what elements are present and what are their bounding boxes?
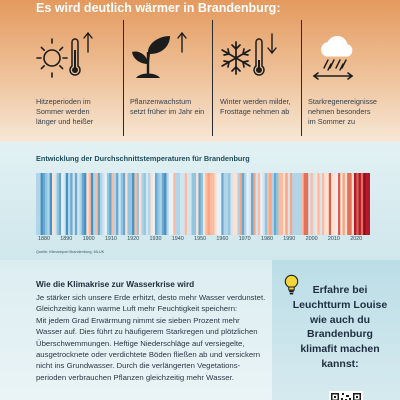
temperature-stripe (290, 173, 293, 235)
temperature-stripe (324, 173, 327, 235)
temperature-stripe (59, 173, 62, 235)
temperature-stripe (61, 173, 64, 235)
temperature-stripe (57, 173, 60, 235)
year-label: 1950 (194, 236, 207, 242)
impact-winter (220, 18, 310, 142)
article-title: Wie die Klimakrise zur Wasserkrise wird (36, 279, 195, 289)
temperature-stripe (320, 173, 323, 235)
temperature-stripe (306, 173, 309, 235)
impact-winter-text: Winter werden milder, Frosttage nehmen ab (220, 97, 291, 116)
temperature-stripe (274, 173, 277, 235)
qr-code-icon[interactable] (329, 391, 363, 400)
temperature-stripe (258, 173, 261, 235)
temperature-stripe (105, 173, 108, 235)
year-label: 1980 (261, 236, 273, 242)
temperature-stripe (210, 173, 213, 235)
temperature-stripe (308, 173, 311, 235)
temperature-stripe (68, 173, 71, 235)
temperature-stripe (315, 173, 318, 235)
temperature-stripe (327, 173, 330, 235)
temperature-stripe (164, 173, 167, 235)
article-body (36, 292, 268, 383)
temperature-stripe (244, 173, 247, 235)
article-line: Mit jedem Grad Erwärmung nimmt sie sieben Prozent mehr (36, 315, 240, 325)
temperature-stripe (212, 173, 215, 235)
temperature-stripe (95, 173, 98, 235)
temperature-stripe (297, 173, 300, 235)
year-label: 2010 (327, 236, 340, 242)
temperature-stripe (91, 173, 94, 235)
temperature-stripe (41, 173, 44, 235)
temperature-stripe (77, 173, 80, 235)
year-label: 1970 (238, 236, 251, 242)
temperature-stripe (75, 173, 78, 235)
temperature-stripe (352, 173, 355, 235)
temperature-stripe (38, 173, 41, 235)
temperature-stripe (73, 173, 76, 235)
temperature-stripe (180, 173, 183, 235)
temperature-stripe (240, 173, 243, 235)
temperature-stripe (84, 173, 87, 235)
climate-impacts-banner (0, 0, 400, 142)
warming-stripes-section (0, 142, 400, 260)
temperature-stripe (47, 173, 50, 235)
temperature-stripe (125, 173, 128, 235)
temperature-stripe (242, 173, 245, 235)
temperature-stripe (262, 173, 265, 235)
temperature-stripe (139, 173, 142, 235)
temperature-stripe (100, 173, 103, 235)
temperature-stripe (219, 173, 222, 235)
temperature-stripe (102, 173, 105, 235)
year-label: 1910 (104, 236, 117, 242)
temperature-stripe (169, 173, 172, 235)
temperature-stripe (336, 173, 339, 235)
temperature-stripe (253, 173, 256, 235)
temperature-stripe (228, 173, 231, 235)
temperature-stripe (130, 173, 133, 235)
temperature-stripe (292, 173, 295, 235)
temperature-stripe (311, 173, 314, 235)
temperature-stripe (187, 173, 190, 235)
temperature-stripe (365, 173, 368, 235)
callout-box (272, 260, 400, 400)
temperature-stripe (343, 173, 346, 235)
temperature-stripe (196, 173, 199, 235)
article-line: Gleichzeitig kann warme Luft mehr Feuchtigkeit speichern: (36, 304, 238, 314)
temperature-stripe (299, 173, 302, 235)
year-label: 1920 (127, 236, 140, 242)
temperature-stripe (109, 173, 112, 235)
temperature-stripe (166, 173, 169, 235)
temperature-stripe (265, 173, 268, 235)
year-label: 2020 (350, 236, 363, 242)
temperature-stripe (162, 173, 165, 235)
temperature-stripe (230, 173, 233, 235)
temperature-stripe (52, 173, 55, 235)
impact-rain (308, 18, 398, 142)
plant-sprout-icon (130, 28, 220, 88)
temperature-stripe (45, 173, 48, 235)
temperature-stripe (251, 173, 254, 235)
year-label: 1960 (216, 236, 229, 242)
temperature-stripe (36, 173, 39, 235)
stripes-source: Quelle: Klimareport Brandenburg, MLUK (36, 250, 105, 254)
temperature-stripe (148, 173, 151, 235)
temperature-stripe (288, 173, 291, 235)
temperature-stripe (157, 173, 160, 235)
temperature-stripe (217, 173, 220, 235)
temperature-stripe (134, 173, 137, 235)
temperature-stripe (79, 173, 82, 235)
temperature-stripe (54, 173, 57, 235)
temperature-stripe (359, 173, 362, 235)
temperature-stripe (205, 173, 208, 235)
temperature-stripe (144, 173, 147, 235)
temperature-stripe (214, 173, 217, 235)
temperature-stripe (237, 173, 240, 235)
temperature-stripe (194, 173, 197, 235)
temperature-stripe (141, 173, 144, 235)
temperature-stripe (331, 173, 334, 235)
temperature-stripe (363, 173, 366, 235)
temperature-stripe (295, 173, 298, 235)
temperature-stripe (267, 173, 270, 235)
temperature-stripe (208, 173, 211, 235)
year-label: 1880 (38, 236, 50, 242)
year-label: 1890 (60, 236, 73, 242)
temperature-stripe (322, 173, 325, 235)
temperature-stripe (171, 173, 174, 235)
temperature-stripe (356, 173, 359, 235)
temperature-stripe (121, 173, 124, 235)
temperature-stripe (86, 173, 89, 235)
temperature-stripe (63, 173, 66, 235)
temperature-stripe (114, 173, 117, 235)
temperature-stripe (361, 173, 364, 235)
temperature-stripe (354, 173, 357, 235)
warming-stripes-graphic (36, 173, 370, 235)
temperature-stripe (246, 173, 249, 235)
temperature-stripe (123, 173, 126, 235)
temperature-stripe (111, 173, 114, 235)
callout-text: Erfahre bei Leuchtturm Louise wie auch du Brandenburg klimafit machen kannst: (292, 284, 388, 370)
temperature-stripe (281, 173, 284, 235)
temperature-stripe (43, 173, 46, 235)
temperature-stripe (150, 173, 153, 235)
temperature-stripe (50, 173, 53, 235)
temperature-stripe (256, 173, 259, 235)
temperature-stripe (338, 173, 341, 235)
temperature-stripe (185, 173, 188, 235)
year-label: 1930 (149, 236, 162, 242)
sun-thermometer-icon (36, 28, 126, 88)
temperature-stripe (118, 173, 121, 235)
temperature-stripe (178, 173, 181, 235)
temperature-stripe (235, 173, 238, 235)
article-line: Je stärker sich unsere Erde erhitzt, desto mehr Wasser verdunstet. (36, 293, 266, 302)
snowflake-thermometer-icon (220, 28, 310, 88)
temperature-stripe (272, 173, 275, 235)
impact-rain-text: Starkregenereignisse nehmen besonders im Sommer zu (308, 97, 377, 126)
temperature-stripe (128, 173, 131, 235)
temperature-stripe (249, 173, 252, 235)
temperature-stripe (153, 173, 156, 235)
temperature-stripe (146, 173, 149, 235)
temperature-stripe (317, 173, 320, 235)
impact-plants-text: Pflanzenwachstum setzt früher im Jahr ein (130, 97, 205, 116)
temperature-stripe (203, 173, 206, 235)
article-line: ausgetrocknete oder verdichtete Böden fließen ab und versickern (36, 350, 261, 360)
temperature-stripe (278, 173, 281, 235)
temperature-stripe (304, 173, 307, 235)
article-section (0, 260, 272, 400)
temperature-stripe (201, 173, 204, 235)
temperature-stripe (137, 173, 140, 235)
temperature-stripe (301, 173, 304, 235)
temperature-stripe (333, 173, 336, 235)
impact-heat-text: Hitzeperioden im Sommer werden länger und heißer (36, 97, 94, 126)
temperature-stripe (233, 173, 236, 235)
column-divider (301, 20, 302, 136)
temperature-stripe (329, 173, 332, 235)
article-line: Überschwemmungen. Heftige Niederschläge auf versiegelte, (36, 338, 245, 348)
temperature-stripe (189, 173, 192, 235)
temperature-stripe (226, 173, 229, 235)
column-divider (212, 20, 213, 136)
temperature-stripe (276, 173, 279, 235)
headline: Es wird deutlich wärmer in Brandenburg: (36, 1, 281, 15)
rain-cloud-icon (308, 28, 398, 88)
stripes-title: Entwicklung der Durchschnittstemperaturen für Brandenburg (36, 154, 250, 163)
temperature-stripe (173, 173, 176, 235)
article-line: Wasser auf. Dies führt zu häufigerem Starkregen und plötzlichen (36, 327, 258, 337)
temperature-stripe (176, 173, 179, 235)
temperature-stripe (260, 173, 263, 235)
column-divider (123, 20, 124, 136)
temperature-stripe (160, 173, 163, 235)
temperature-stripe (285, 173, 288, 235)
temperature-stripe (182, 173, 185, 235)
temperature-stripe (93, 173, 96, 235)
year-label: 2000 (305, 236, 318, 242)
year-label: 1900 (82, 236, 95, 242)
impact-plants (130, 18, 220, 142)
temperature-stripe (192, 173, 195, 235)
impact-heat (36, 18, 126, 142)
temperature-stripe (340, 173, 343, 235)
temperature-stripe (221, 173, 224, 235)
temperature-stripe (66, 173, 69, 235)
temperature-stripe (132, 173, 135, 235)
temperature-stripe (345, 173, 348, 235)
article-line: perioden verbrauchen Pflanzen gleichzeitig mehr Wasser. (36, 372, 234, 382)
temperature-stripe (70, 173, 73, 235)
temperature-stripe (368, 173, 370, 235)
temperature-stripe (107, 173, 110, 235)
temperature-stripe (116, 173, 119, 235)
temperature-stripe (349, 173, 352, 235)
temperature-stripe (98, 173, 101, 235)
temperature-stripe (347, 173, 350, 235)
temperature-stripe (269, 173, 272, 235)
temperature-stripe (155, 173, 158, 235)
temperature-stripe (313, 173, 316, 235)
year-label: 1990 (283, 236, 296, 242)
temperature-stripe (283, 173, 286, 235)
article-line: nicht ins Grundwasser. Durch die verlängerten Vegetations- (36, 361, 241, 371)
temperature-stripe (82, 173, 85, 235)
temperature-stripe (198, 173, 201, 235)
temperature-stripe (89, 173, 92, 235)
temperature-stripe (224, 173, 227, 235)
year-label: 1940 (171, 236, 184, 242)
